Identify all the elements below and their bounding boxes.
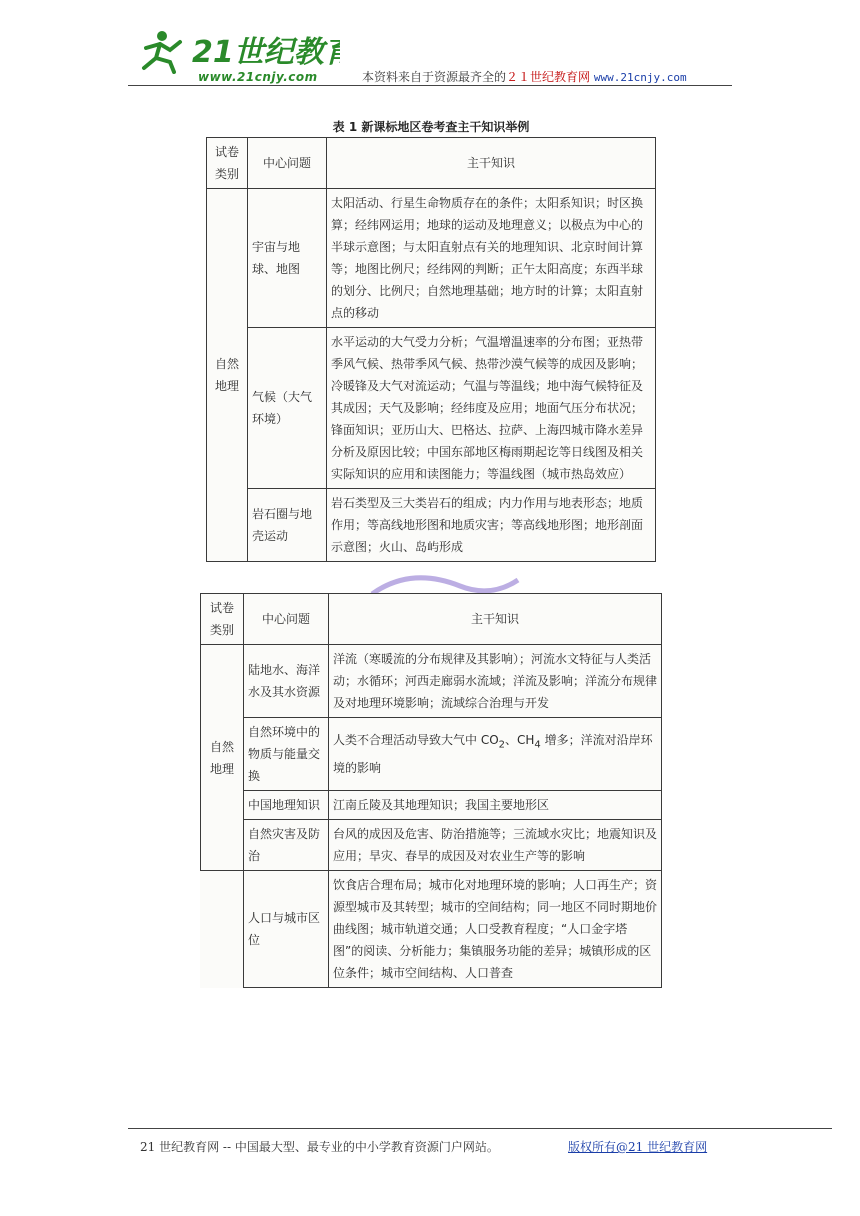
knowledge-cell: 太阳活动、行星生命物质存在的条件；太阳系知识；时区换算；经纬网运用；地球的运动及地理意义；以极点为中心的半球示意图；与太阳直射点有关的地理知识、北京时间计算等；地图比例尺；经纬网的判断；正午太阳高度；东西半球的划分、比例尺；自然地理基础；地方时的计算；太阳直射点的移动 bbox=[327, 189, 656, 328]
knowledge-cell bbox=[329, 718, 662, 791]
question-cell: 宇宙与地球、地图 bbox=[248, 189, 327, 328]
table-row bbox=[207, 189, 656, 328]
header-knowledge: 主干知识 bbox=[329, 594, 662, 645]
header-site-link[interactable]: ２１世纪教育网 bbox=[506, 70, 591, 84]
knowledge-text: 、CH bbox=[505, 733, 535, 748]
knowledge-text: 增多；洋流对沿岸环境的影响 bbox=[333, 733, 653, 775]
question-cell: 陆地水、海洋水及其水资源 bbox=[244, 645, 329, 718]
table-row bbox=[201, 718, 662, 791]
category-cell: 自然地理 bbox=[207, 189, 248, 562]
logo-site-url: www.21cnjy.com bbox=[198, 70, 318, 84]
table-caption: 表 1 新课标地区卷考查主干知识举例 bbox=[332, 120, 530, 134]
knowledge-cell: 岩石类型及三大类岩石的组成；内力作用与地表形态；地质作用；等高线地形图和地质灾害；等高线地形图；地形剖面示意图；火山、岛屿形成 bbox=[327, 489, 656, 562]
header-note bbox=[362, 68, 687, 85]
table-header-row bbox=[201, 594, 662, 645]
header-divider bbox=[128, 85, 732, 86]
table-row bbox=[207, 328, 656, 489]
table-row bbox=[201, 871, 662, 988]
table-header-row bbox=[207, 138, 656, 189]
table-row bbox=[201, 645, 662, 718]
knowledge-table-1 bbox=[206, 137, 656, 562]
copyright-link[interactable]: 版权所有@21 世纪教育网 bbox=[568, 1140, 708, 1154]
header-category: 试卷类别 bbox=[201, 594, 244, 645]
knowledge-table-2 bbox=[200, 593, 662, 988]
header-note-text: 本资料来自于资源最齐全的 bbox=[362, 70, 507, 84]
header-question: 中心问题 bbox=[244, 594, 329, 645]
ch4-subscript: 4 bbox=[534, 739, 541, 751]
category-cell-empty bbox=[201, 871, 244, 988]
knowledge-cell: 洋流（寒暖流的分布规律及其影响）；河流水文特征与人类活动；水循环；河西走廊弱水流域；洋流及影响；洋流分布规律及对地理环境影响；流域综合治理与开发 bbox=[329, 645, 662, 718]
header-question: 中心问题 bbox=[248, 138, 327, 189]
question-cell: 人口与城市区位 bbox=[244, 871, 329, 988]
question-cell: 中国地理知识 bbox=[244, 791, 329, 820]
header-url-link[interactable]: www.21cnjy.com bbox=[593, 71, 687, 84]
question-cell: 气候（大气环境） bbox=[248, 328, 327, 489]
knowledge-cell: 台风的成因及危害、防治措施等；三流域水灾比；地震知识及应用；旱灾、春旱的成因及对农业生产等的影响 bbox=[329, 820, 662, 871]
footer-divider bbox=[128, 1128, 832, 1129]
knowledge-cell: 江南丘陵及其地理知识；我国主要地形区 bbox=[329, 791, 662, 820]
header-knowledge: 主干知识 bbox=[327, 138, 656, 189]
knowledge-cell: 水平运动的大气受力分析；气温增温速率的分布图；亚热带季风气候、热带季风气候、热带沙漠气候等的成因及影响；冷暖锋及大气对流运动；气温与等温线；地中海气候特征及其成因；天气及影响；经纬度及应用；地面气压分布状况；锋面知识；亚历山大、巴格达、拉萨、上海四城市降水差异分析及原因比较；中国东部地区梅雨期起讫等日线图及相关实际知识的应用和读图能力；等温线图（城市热岛效应） bbox=[327, 328, 656, 489]
header-category: 试卷类别 bbox=[207, 138, 248, 189]
site-logo[interactable] bbox=[140, 28, 340, 86]
question-cell: 自然灾害及防治 bbox=[244, 820, 329, 871]
category-cell: 自然地理 bbox=[201, 645, 244, 871]
table-row bbox=[201, 820, 662, 871]
knowledge-cell: 饮食店合理布局；城市化对地理环境的影响；人口再生产；资源型城市及其转型；城市的空间结构；同一地区不同时期地价曲线图；城市轨道交通；人口受教育程度；“人口金字塔图”的阅读、分析能力；集镇服务功能的差异；城镇形成的区位条件；城市空间结构、人口普查 bbox=[329, 871, 662, 988]
table-row bbox=[201, 791, 662, 820]
table-row bbox=[207, 489, 656, 562]
runner-logo-icon bbox=[140, 28, 340, 74]
footer bbox=[140, 1138, 708, 1155]
knowledge-text: 人类不合理活动导致大气中 CO bbox=[333, 733, 499, 748]
question-cell: 自然环境中的物质与能量交换 bbox=[244, 718, 329, 791]
footer-text: 21 世纪教育网 -- 中国最大型、最专业的中小学教育资源门户网站。 bbox=[140, 1140, 499, 1154]
logo-wordmark: 21世纪教育 bbox=[192, 35, 340, 70]
question-cell: 岩石圈与地壳运动 bbox=[248, 489, 327, 562]
co2-subscript: 2 bbox=[498, 739, 506, 751]
